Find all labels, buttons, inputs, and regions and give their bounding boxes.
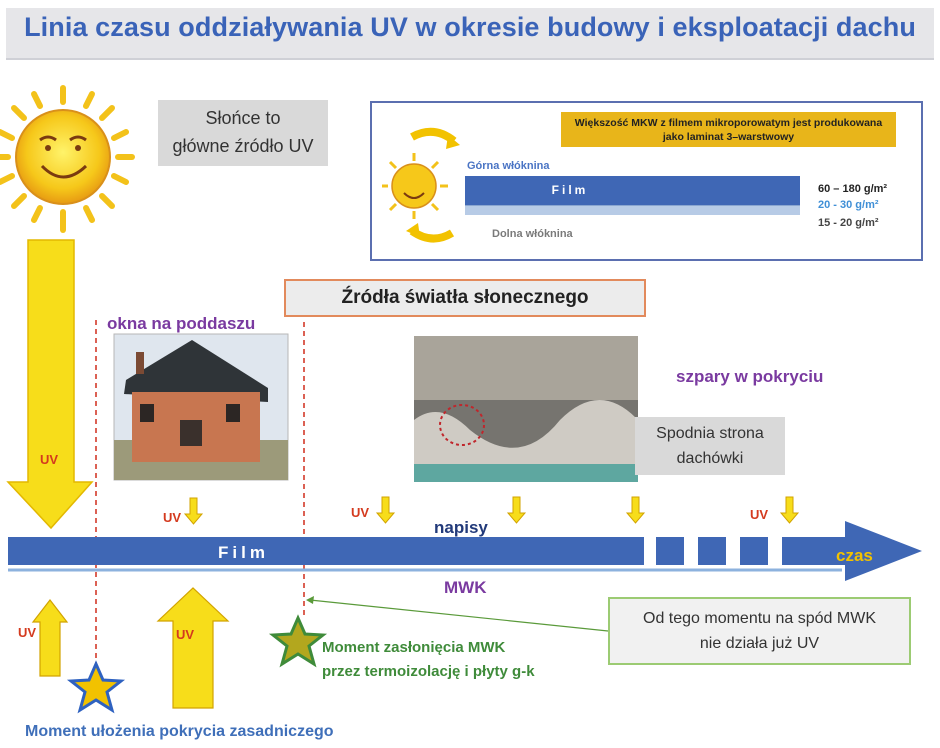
uv-arrow-up-mid — [158, 588, 228, 708]
tile-underside-note — [635, 417, 785, 475]
sun-note — [158, 100, 328, 166]
mwk-label: MWK — [444, 578, 487, 597]
laminate-note-line1: Większość MKW z filmem mikroporowatym jest produkowana — [574, 117, 883, 129]
page-title: Linia czasu oddziaływania UV w okresie budowy i eksploatacji dachu — [24, 12, 916, 42]
cover-note — [608, 597, 911, 665]
sun-note-line2: główne źródło UV — [172, 136, 314, 156]
uv-label-windows: UV — [163, 510, 182, 525]
napisy-label: napisy — [434, 518, 488, 537]
weight-top: 60 – 180 g/m² — [818, 183, 888, 195]
roofing-moment-label: Moment ułożenia pokrycia zasadniczego — [25, 723, 334, 740]
uv-arrow-main — [8, 240, 92, 528]
weight-bottom: 15 - 20 g/m² — [818, 217, 879, 229]
tile-note-line2: dachówki — [676, 450, 744, 467]
membrane-layer — [465, 205, 800, 215]
house-photo — [114, 334, 288, 480]
sun-icon — [0, 88, 132, 230]
roofing-star-icon — [71, 664, 121, 710]
uv-label-right: UV — [750, 507, 769, 522]
film-layer — [465, 176, 800, 205]
laminate-sun-icon — [382, 121, 462, 251]
uv-arrow-small-1 — [185, 498, 202, 524]
uv-label-bottom-mid: UV — [176, 627, 195, 642]
cover-note-line2: nie działa już UV — [699, 635, 820, 652]
bottom-layer-label: Dolna włóknina — [492, 228, 573, 240]
uv-arrow-small-5 — [781, 497, 798, 523]
insulation-star-icon — [273, 618, 323, 664]
attic-windows-label: okna na poddaszu — [107, 314, 256, 333]
uv-arrow-small-4 — [627, 497, 644, 523]
tile-photo — [414, 336, 638, 482]
timeline-time-label: czas — [836, 546, 873, 565]
roof-gaps-label: szpary w pokryciu — [676, 367, 824, 386]
uv-label-bottom-left: UV — [18, 625, 37, 640]
insulation-moment-label — [322, 636, 535, 684]
laminate-note — [561, 112, 896, 147]
uv-arrow-up-left — [33, 600, 67, 676]
uv-label-middle: UV — [351, 505, 370, 520]
uv-arrow-small-3 — [508, 497, 525, 523]
film-layer-label: Film — [551, 183, 589, 197]
uv-arrow-small-2 — [377, 497, 394, 523]
connector-line — [310, 600, 608, 631]
laminate-panel — [370, 101, 923, 261]
weight-film: 20 - 30 g/m² — [818, 199, 879, 211]
insulation-moment-line1: Moment zasłonięcia MWK — [322, 639, 506, 656]
laminate-note-line2: jako laminat 3–warstwowy — [662, 131, 795, 143]
top-layer-label: Górna włóknina — [467, 160, 550, 172]
timeline-film-label: Film — [218, 543, 269, 562]
sunlight-sources-label: Źródła światła słonecznego — [284, 279, 646, 317]
cover-note-line1: Od tego momentu na spód MWK — [643, 610, 876, 627]
sun-note-line1: Słońce to — [205, 108, 281, 128]
tile-note-line1: Spodnia strona — [656, 425, 764, 442]
uv-label-main: UV — [40, 452, 59, 467]
insulation-moment-line2: przez termoizolację i płyty g-k — [322, 663, 535, 680]
